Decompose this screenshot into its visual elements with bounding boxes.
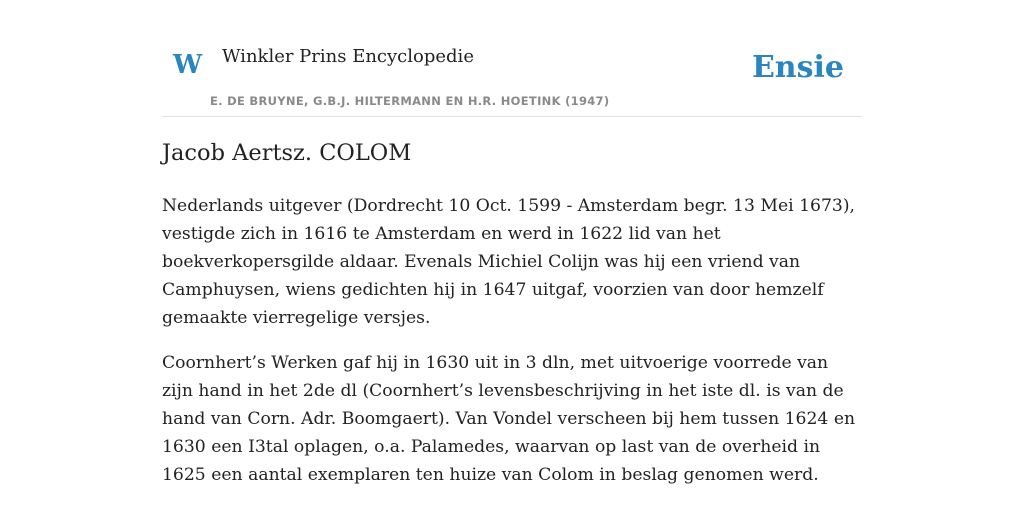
article-paragraph: Coornhert’s Werken gaf hij in 1630 uit in 3 dln, met uitvoerige voorrede van zijn hand in het 2de dl (Coornhert’s levensbeschrijving in het iste dl. is van de hand van Corn. Adr. Boomgaert). Van Vondel verscheen bij hem tussen 1624 en 1630 een I3tal oplagen, o.a. Palamedes, waarvan op last van de overheid in 1625 een aantal exemplaren ten huize van Colom in beslag genomen werd. xyxy=(162,353,856,485)
ensie-brand-logo[interactable]: Ensie xyxy=(751,50,844,85)
article-title: Jacob Aertsz. COLOM xyxy=(162,140,412,166)
article-paragraph: Nederlands uitgever (Dordrecht 10 Oct. 1599 - Amsterdam begr. 13 Mei 1673), vestigde zich in 1616 te Amsterdam en werd in 1622 lid van het boekverkopersgilde aldaar. Evenals Michiel Colijn was hij een vriend van Camphuysen, wiens gedichten hij in 1647 uitgaf, voorzien van door hemzelf gemaakte vierregelige versjes. xyxy=(162,196,856,328)
article-body xyxy=(162,192,862,506)
publication-title[interactable]: Winkler Prins Encyclopedie xyxy=(222,46,474,67)
winkler-prins-logo-icon[interactable]: W xyxy=(173,50,203,80)
header xyxy=(162,0,862,117)
publication-authors: E. DE BRUYNE, G.B.J. HILTERMANN EN H.R. HOETINK (1947) xyxy=(210,94,610,108)
